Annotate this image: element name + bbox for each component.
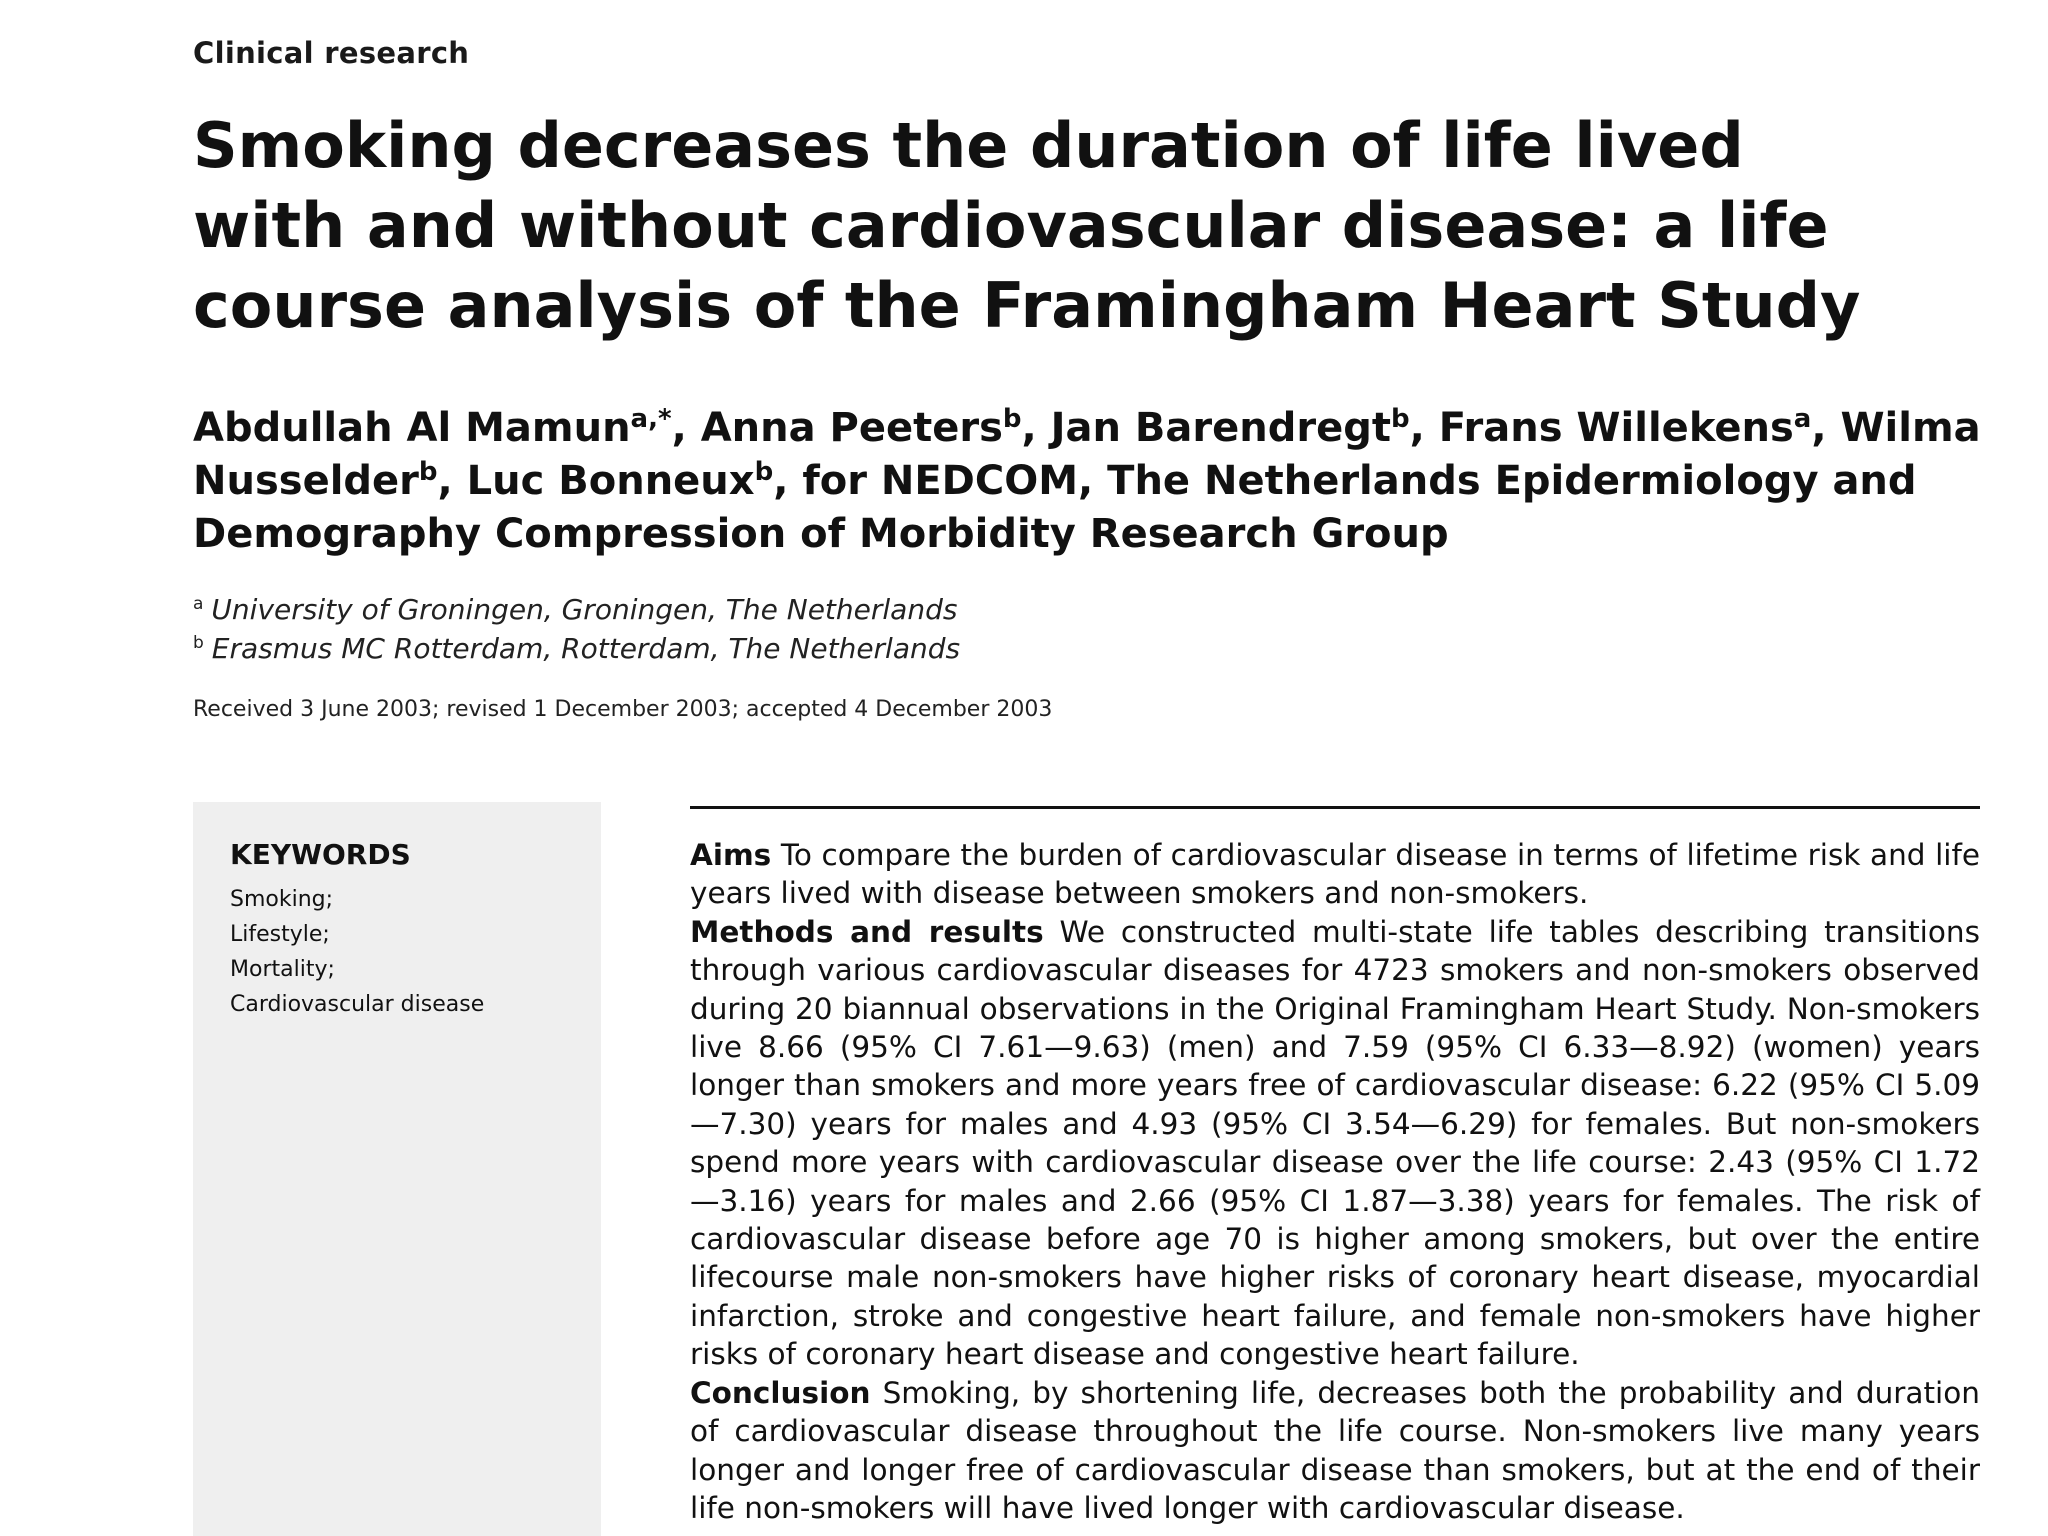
- author-affiliation-mark: b: [418, 457, 438, 487]
- author-affiliation-mark: b: [754, 457, 774, 487]
- author-separator: ,: [671, 405, 701, 451]
- keywords-heading: KEYWORDS: [230, 838, 411, 871]
- affiliation-line: [193, 590, 960, 629]
- keyword-item: Smoking;: [230, 887, 334, 912]
- abstract-aims: [690, 836, 1980, 913]
- research-group: for NEDCOM, The Netherlands Epidermiology and Demography Compression of Morbidity Research Group: [193, 458, 1917, 557]
- keyword-item: Lifestyle;: [230, 922, 330, 947]
- affiliations: [193, 590, 960, 668]
- abstract-methods-heading: Methods and results: [690, 914, 1044, 949]
- keyword-item: Cardiovascular disease: [230, 992, 485, 1017]
- author-list: [193, 402, 2013, 561]
- abstract: [690, 836, 1980, 1527]
- keywords-list: [230, 882, 484, 1022]
- article-title: Smoking decreases the duration of life lived with and without cardiovascular disease: a life course analysis of the Framingham Heart Study: [193, 109, 1861, 342]
- affiliation-mark: a: [193, 594, 204, 614]
- abstract-methods: [690, 913, 1980, 1374]
- abstract-aims-heading: Aims: [690, 838, 772, 872]
- author-separator: ,: [1811, 405, 1841, 451]
- author-affiliation-mark: a,*: [630, 404, 672, 434]
- abstract-conclusion-text: Smoking, by shortening life, decreases both the probability and duration of cardiovascular disease throughout the life course. Non-smokers live many years longer and longer free of cardiovascular disease than smokers, but at the end of their life non-smokers will have lived longer with cardiovascular disease.: [690, 1375, 1980, 1525]
- author-name: Frans Willekens: [1438, 405, 1794, 451]
- author-separator: ,: [1021, 405, 1051, 451]
- author-affiliation-mark: a: [1793, 404, 1812, 434]
- author-separator: ,: [773, 458, 803, 504]
- abstract-conclusion: [690, 1374, 1980, 1528]
- affiliation-text: Erasmus MC Rotterdam, Rotterdam, The Netherlands: [211, 632, 961, 665]
- author-name: Jan Barendregt: [1050, 405, 1391, 451]
- abstract-aims-text: To compare the burden of cardiovascular disease in terms of lifetime risk and life years lived with disease between smokers and non-smokers.: [690, 838, 1980, 911]
- author-separator: ,: [437, 458, 467, 504]
- author-affiliation-mark: b: [1002, 404, 1022, 434]
- author-name: Anna Peeters: [700, 405, 1003, 451]
- author-affiliation-mark: b: [1390, 404, 1410, 434]
- keyword-item: Mortality;: [230, 957, 335, 982]
- author-separator: ,: [1409, 405, 1439, 451]
- publication-dates: Received 3 June 2003; revised 1 December 2003; accepted 4 December 2003: [193, 697, 1053, 722]
- author-name: Luc Bonneux: [466, 458, 755, 504]
- abstract-conclusion-heading: Conclusion: [690, 1375, 871, 1410]
- author-name: Wilma Nusselder: [193, 405, 1981, 504]
- affiliation-text: University of Groningen, Groningen, The Netherlands: [211, 593, 958, 626]
- abstract-divider: [690, 806, 1980, 809]
- affiliation-line: [193, 629, 960, 668]
- author-name: Abdullah Al Mamun: [193, 405, 631, 451]
- section-label: Clinical research: [193, 36, 470, 70]
- abstract-methods-text: We constructed multi-state life tables describing transitions through various cardiovascular diseases for 4723 smokers and non-smokers observed during 20 biannual observations in the Original Framingham Heart Study. Non-smokers live 8.66 (95% CI 7.61—9.63) (men) and 7.59 (95% CI 6.33—8.92) (women) years longer than smokers and more years free of cardiovascular disease: 6.22 (95% CI 5.09—7.30) years for males and 4.93 (95% CI 3.54—6.29) for females. But non-smokers spend more years with cardiovascular disease over the life course: 2.43 (95% CI 1.72—3.16) years for males and 2.66 (95% CI 1.87—3.38) years for females. The risk of cardiovascular disease before age 70 is higher among smokers, but over the entire lifecourse male non-smokers have higher risks of coronary heart disease, myocardial infarction, stroke and congestive heart failure, and female non-smokers have higher risks of coronary heart disease and congestive heart failure.: [690, 914, 1980, 1372]
- affiliation-mark: b: [193, 633, 204, 653]
- keywords-panel: [193, 802, 601, 1536]
